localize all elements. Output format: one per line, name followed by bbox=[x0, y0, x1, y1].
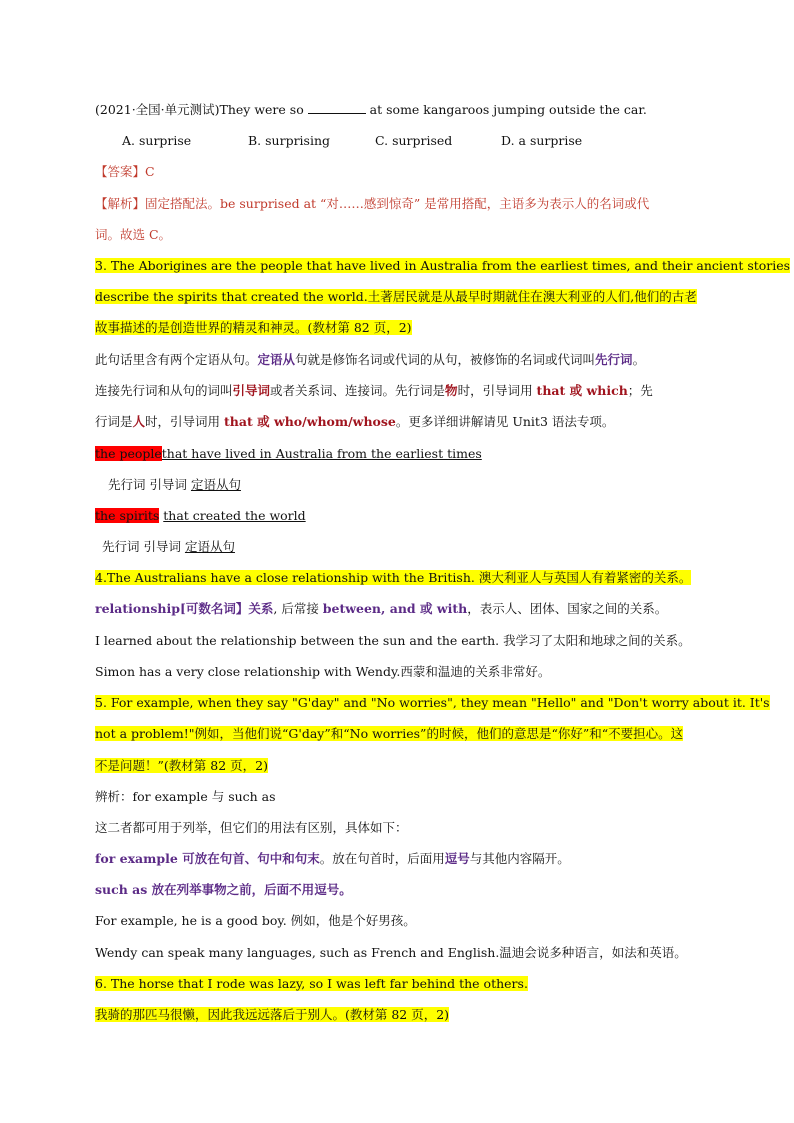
highlight-text: 故事描述的是创造世界的精灵和神灵。(教材第 82 页，2) bbox=[95, 320, 412, 335]
relationship-example-1: I learned about the relationship between the sun and the earth. 我学习了太阳和地球之间的关系。 bbox=[95, 633, 691, 648]
relative-clause: that have lived in Australia from the earliest times bbox=[161, 446, 482, 461]
sentence-4-line-1 bbox=[95, 568, 691, 588]
highlight-text: 5. For example, when they say "G'day" and "No worries", they mean "Hello" and "Don't worry about it. It's bbox=[95, 695, 770, 710]
question-prefix: (2021·全国·单元测试)They were so bbox=[95, 102, 308, 117]
sentence-5-line-3 bbox=[95, 756, 268, 776]
explanation-line-2: 词。故选 C。 bbox=[95, 227, 172, 242]
example-clause-2 bbox=[95, 506, 306, 526]
relationship-note: relationship[可数名词】关系, 后常接 between, and 或 with，表示人、团体、国家之间的关系。 bbox=[95, 601, 668, 616]
explanation-line-1: 【解析】固定搭配法。be surprised at “对……感到惊奇” 是常用搭配，主语多为表示人的名词或代 bbox=[95, 196, 650, 211]
comparison-intro: 这二者都可用于列举，但它们的用法有区别，具体如下： bbox=[95, 820, 408, 835]
sentence-6-line-2 bbox=[95, 1005, 449, 1025]
grammar-labels-2: 先行词 引导词 定语从句 bbox=[102, 539, 235, 554]
antecedent-highlight: the people bbox=[95, 446, 162, 461]
note-line-3: 行词是人时，引导词用 that 或 who/whom/whose。更多详细讲解请见 Unit3 语法专项。 bbox=[95, 414, 615, 429]
sentence-5-line-2 bbox=[95, 724, 683, 744]
highlight-text: describe the spirits that created the world.土著居民就是从最早时期就住在澳大利亚的人们,他们的古老 bbox=[95, 289, 697, 304]
sentence-3-line-2 bbox=[95, 287, 697, 307]
antecedent-highlight: the spirits bbox=[95, 508, 160, 523]
option-d: D. a surprise bbox=[501, 133, 583, 148]
grammar-labels-1: 先行词 引导词 定语从句 bbox=[108, 477, 241, 492]
highlight-text: 3. The Aborigines are the people that have lived in Australia from the earliest times, and their ancient stories bbox=[95, 258, 791, 273]
such-as-sample: Wendy can speak many languages, such as French and English.温迪会说多种语言，如法和英语。 bbox=[95, 945, 687, 960]
sentence-3-line-1 bbox=[95, 256, 790, 276]
highlight-text: 不是问题！”(教材第 82 页，2) bbox=[95, 758, 268, 773]
comparison-title: 辨析：for example 与 such as bbox=[95, 789, 276, 804]
for-example-rule: for example 可放在句首、句中和句末。放在句首时，后面用逗号与其他内容隔开。 bbox=[95, 851, 570, 866]
such-as-rule: such as 放在列举事物之前，后面不用逗号。 bbox=[95, 882, 352, 897]
highlight-text: 6. The horse that I rode was lazy, so I was left far behind the others. bbox=[95, 976, 528, 991]
sentence-5-line-1 bbox=[95, 693, 770, 713]
highlight-text: 我骑的那匹马很懒，因此我远远落后于别人。(教材第 82 页，2) bbox=[95, 1007, 450, 1022]
for-example-sample: For example, he is a good boy. 例如，他是个好男孩。 bbox=[95, 913, 416, 928]
example-clause-1 bbox=[95, 444, 482, 464]
option-a: A. surprise bbox=[122, 133, 192, 148]
sentence-3-line-3 bbox=[95, 318, 412, 338]
question-stem bbox=[95, 100, 647, 120]
highlight-text: 4.The Australians have a close relationship with the British. 澳大利亚人与英国人有着紧密的关系。 bbox=[95, 570, 692, 585]
relative-clause: that created the world bbox=[163, 508, 306, 523]
highlight-text: not a problem!"例如，当他们说“G'day”和“No worries”的时候，他们的意思是“你好”和“不要担心。这 bbox=[95, 726, 684, 741]
option-b: B. surprising bbox=[248, 133, 331, 148]
answer-line: 【答案】C bbox=[95, 164, 155, 179]
option-c: C. surprised bbox=[375, 133, 453, 148]
question-suffix: at some kangaroos jumping outside the car. bbox=[365, 102, 647, 117]
relationship-example-2: Simon has a very close relationship with Wendy.西蒙和温迪的关系非常好。 bbox=[95, 664, 551, 679]
sentence-6-line-1 bbox=[95, 974, 528, 994]
answer-blank bbox=[308, 101, 366, 114]
note-line-1: 此句话里含有两个定语从句。定语从句就是修饰名词或代词的从句，被修饰的名词或代词叫先行词。 bbox=[95, 352, 646, 367]
note-line-2: 连接先行词和从句的词叫引导词或者关系词、连接词。先行词是物时，引导词用 that 或 which；先 bbox=[95, 383, 653, 398]
